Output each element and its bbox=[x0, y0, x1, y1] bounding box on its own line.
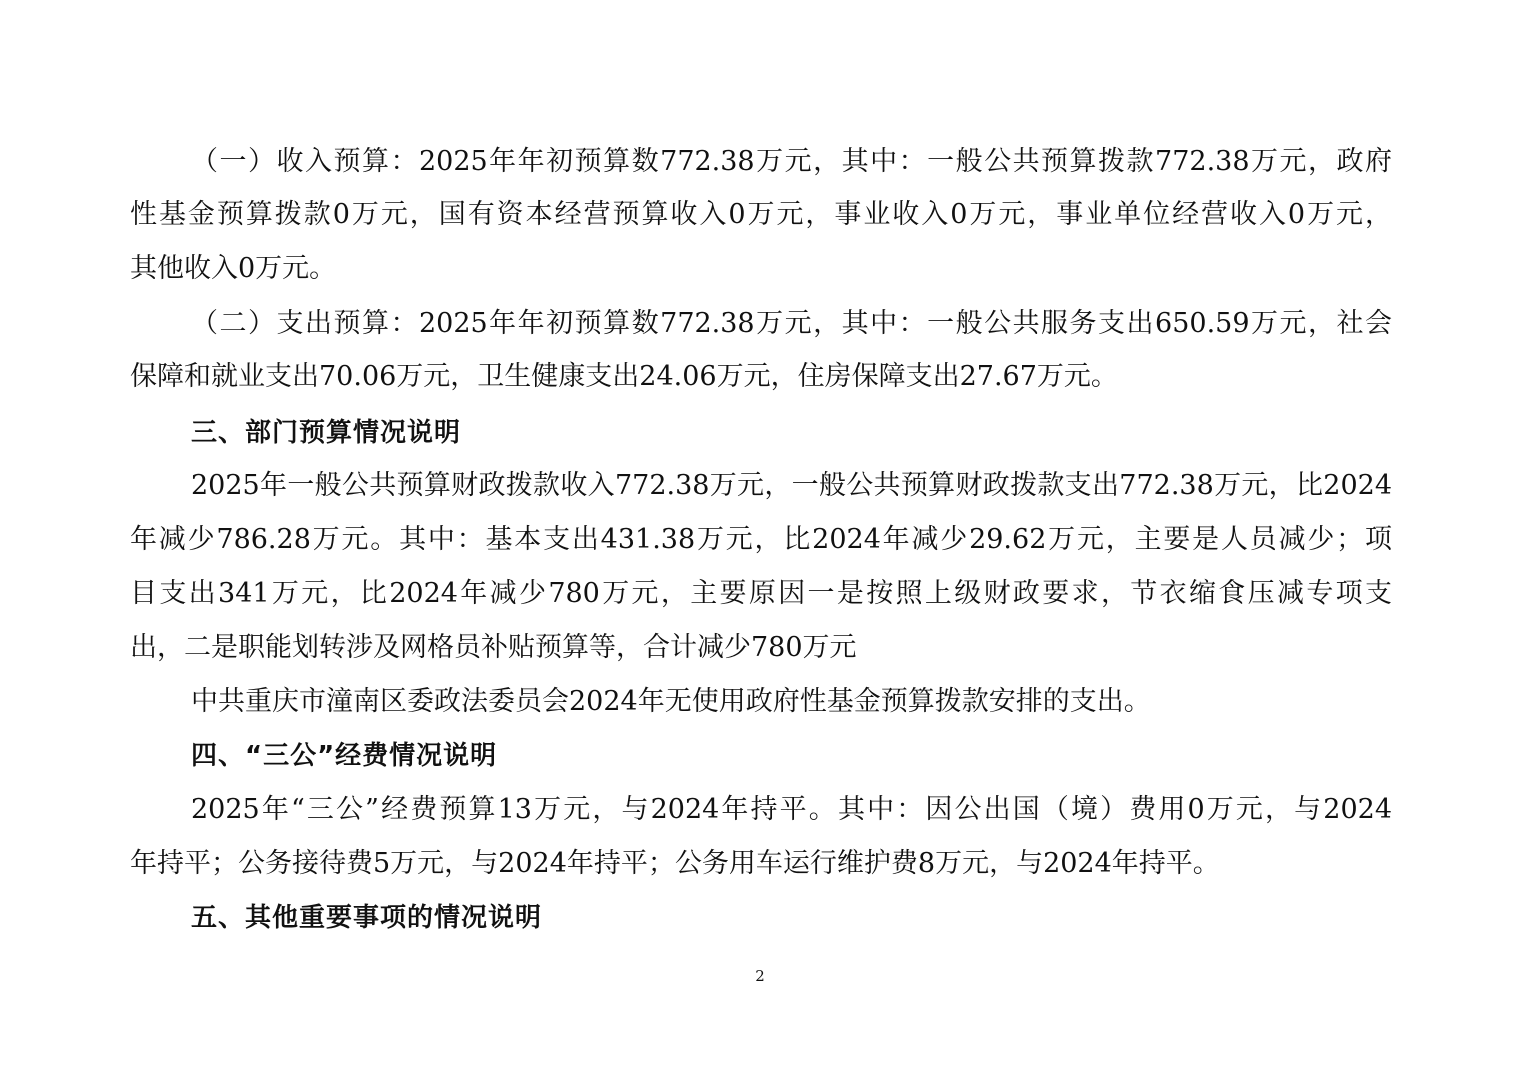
section-3-paragraph-line-2: 年减少786.28万元。其中：基本支出431.38万元，比2024年减少29.62万元，主要是人员减少；项 bbox=[130, 524, 1392, 555]
section-3-heading: 三、部门预算情况说明 bbox=[191, 418, 462, 448]
section-4-paragraph-line-1: 2025年“三公”经费预算13万元，与2024年持平。其中：因公出国（境）费用0万元，与2024 bbox=[191, 794, 1392, 825]
section-3-fund-note: 中共重庆市潼南区委政法委员会2024年无使用政府性基金预算拨款安排的支出。 bbox=[191, 686, 1151, 717]
income-budget-line-1: （一）收入预算：2025年年初预算数772.38万元，其中：一般公共预算拨款772.38万元，政府 bbox=[191, 146, 1392, 177]
section-4-paragraph-line-2: 年持平；公务接待费5万元，与2024年持平；公务用车运行维护费8万元，与2024年持平。 bbox=[130, 848, 1220, 879]
page-number: 2 bbox=[755, 967, 765, 985]
section-3-paragraph-line-3: 目支出341万元，比2024年减少780万元，主要原因一是按照上级财政要求，节衣缩食压减专项支 bbox=[130, 578, 1392, 609]
expenditure-budget-line-2: 保障和就业支出70.06万元，卫生健康支出24.06万元，住房保障支出27.67万元。 bbox=[130, 361, 1118, 392]
expenditure-budget-line-1: （二）支出预算：2025年年初预算数772.38万元，其中：一般公共服务支出650.59万元，社会 bbox=[191, 308, 1392, 339]
section-3-paragraph-line-1: 2025年一般公共预算财政拨款收入772.38万元，一般公共预算财政拨款支出772.38万元，比2024 bbox=[191, 470, 1392, 501]
income-budget-line-3: 其他收入0万元。 bbox=[130, 253, 337, 284]
section-5-heading: 五、其他重要事项的情况说明 bbox=[191, 903, 543, 933]
section-4-heading: 四、“三公”经费情况说明 bbox=[191, 741, 498, 771]
section-3-paragraph-line-4: 出，二是职能划转涉及网格员补贴预算等，合计减少780万元 bbox=[130, 632, 857, 663]
income-budget-line-2: 性基金预算拨款0万元，国有资本经营预算收入0万元，事业收入0万元，事业单位经营收入0万元， bbox=[130, 199, 1392, 230]
